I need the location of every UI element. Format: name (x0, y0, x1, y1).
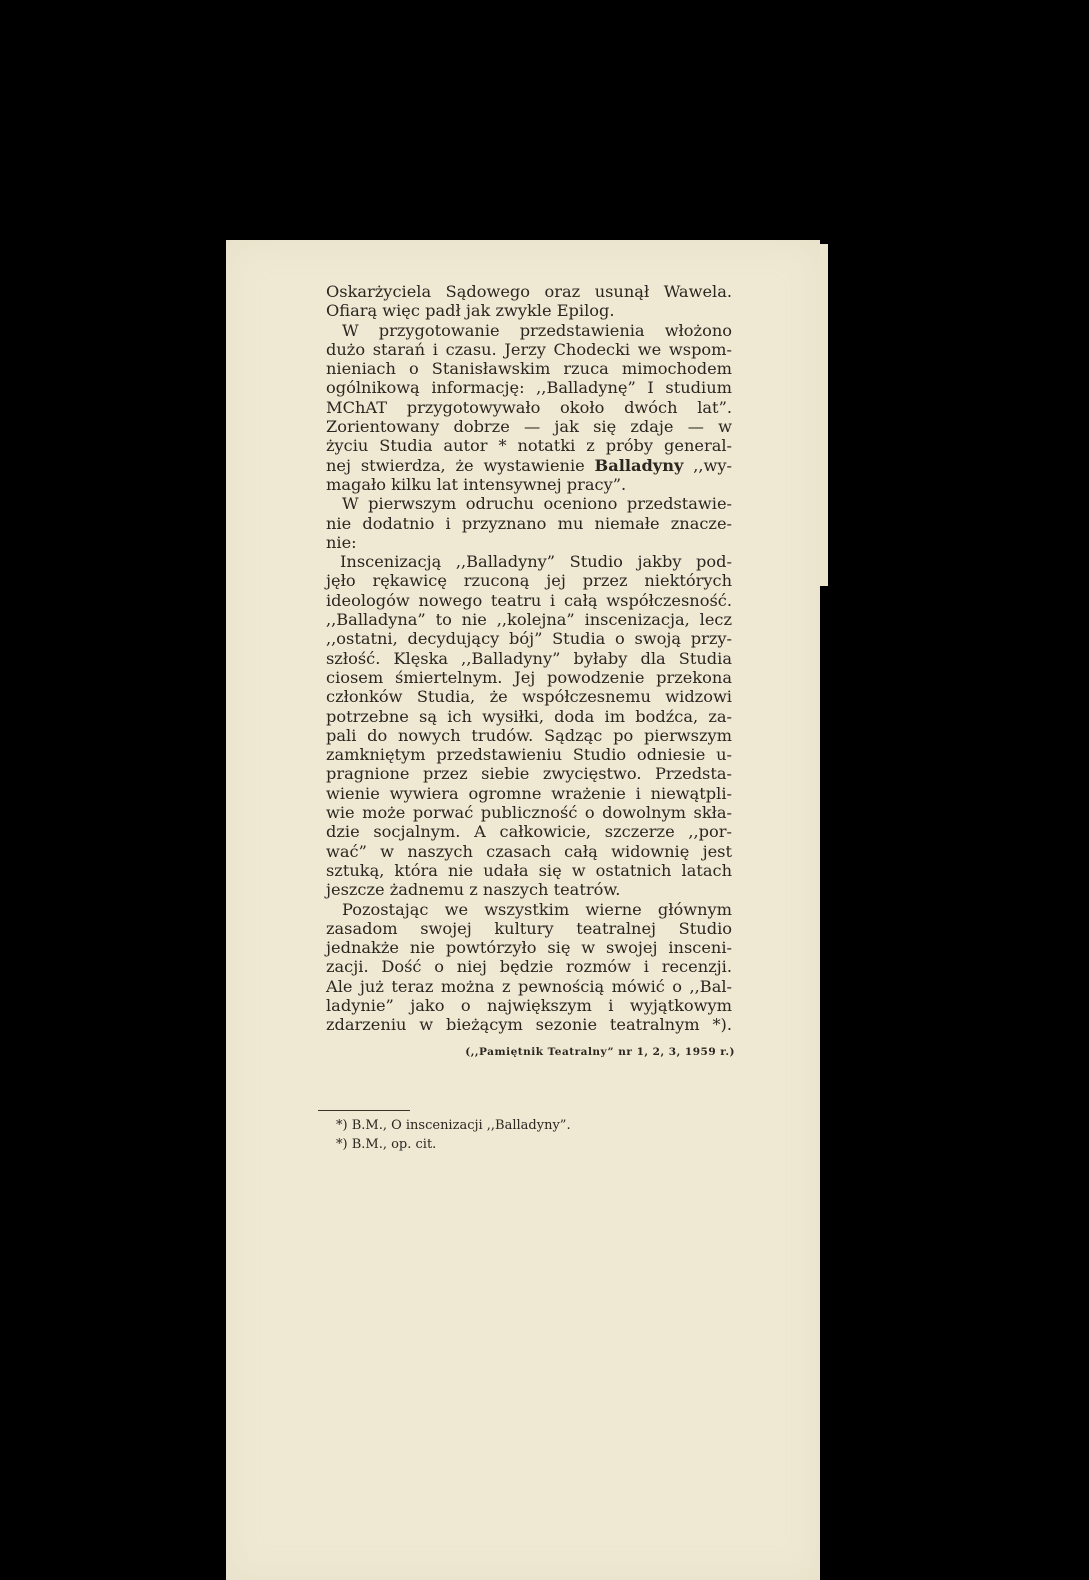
text-line: Oskarżyciela Sądowego oraz usunął Wawela. (326, 282, 732, 301)
text-line: członków Studia, że współczesnemu widzowi (326, 687, 732, 707)
text-line: szłość. Klęska ,,Balladyny” byłaby dla Studia (326, 648, 732, 668)
text-line: ,,Balladyna” to nie ,,kolejna” inscenizacja, lecz (326, 610, 732, 630)
text-line: Zorientowany dobrze — jak się zdaje — w (326, 417, 732, 437)
text-line: zdarzeniu w bieżącym sezonie teatralnym *). (326, 1015, 732, 1035)
text-line: jęło rękawicę rzuconą jej przez niektórych (326, 571, 732, 591)
text-fragment: nej stwierdza, że wystawienie (326, 455, 585, 475)
footnote-rule (318, 1110, 410, 1111)
text-line: zamkniętym przedstawieniu Studio odniesie u- (326, 745, 732, 765)
text-line: zasadom swojej kultury teatralnej Studio (326, 918, 732, 938)
footnote: *) B.M., op. cit. (336, 1137, 437, 1152)
text-line: sztuką, która nie udała się w ostatnich latach (326, 860, 732, 880)
text-line: jeszcze żadnemu z naszych teatrów. (326, 880, 621, 900)
text-line: ogólnikową informację: ,,Balladynę” I studium (326, 378, 732, 398)
source-citation: (,,Pamiętnik Teatralny” nr 1, 2, 3, 1959 r.) (465, 1046, 735, 1058)
text-line: potrzebne są ich wysiłki, doda im bodźca, za- (326, 706, 732, 726)
text-line: ideologów nowego teatru i całą współczesność. (326, 590, 732, 610)
text-line: Ale już teraz można z pewnością mówić o ,,Bal- (326, 976, 732, 996)
play-title: Balladyny (594, 455, 684, 475)
text-line: nie: (326, 532, 357, 552)
text-line: ,,ostatni, decydujący bój” Studia o swoją przy- (326, 629, 732, 649)
text-line: magało kilku lat intensywnej pracy”. (326, 474, 627, 494)
text-line: wie może porwać publiczność o dowolnym skła- (326, 803, 732, 823)
text-line: nieniach o Stanisławskim rzuca mimochodem (326, 359, 732, 379)
text-line: W przygotowanie przedstawienia włożono (342, 320, 732, 340)
text-line-with-bold (326, 456, 732, 475)
text-line: życiu Studia autor * notatki z próby general- (326, 436, 732, 456)
text-fragment: ,,wy- (693, 455, 732, 475)
text-line: dużo starań i czasu. Jerzy Chodecki we wspom- (326, 339, 732, 359)
text-line: ladynie” jako o największym i wyjątkowym (326, 995, 732, 1015)
text-line: jednakże nie powtórzyło się w swojej insceni- (326, 938, 732, 958)
footnotes (336, 1116, 636, 1154)
body-text (326, 282, 732, 1035)
text-line: Inscenizacją ,,Balladyny” Studio jakby pod- (340, 552, 732, 572)
text-line: wienie wywiera ogromne wrażenie i niewątpli- (326, 783, 732, 803)
text-line: nie dodatnio i przyznano mu niemałe znacze- (326, 513, 732, 533)
text-line: MChAT przygotowywało około dwóch lat”. (326, 397, 732, 417)
text-line: pali do nowych trudów. Sądząc po pierwszym (326, 725, 732, 745)
text-line: dzie socjalnym. A całkowicie, szczerze ,,por- (326, 822, 732, 842)
text-line: zacji. Dość o niej będzie rozmów i recenzji. (326, 957, 732, 977)
text-line: pragnione przez siebie zwycięstwo. Przedsta- (326, 764, 732, 784)
text-line: wać” w naszych czasach całą widownię jest (326, 841, 732, 861)
text-line: W pierwszym odruchu oceniono przedstawie- (342, 494, 732, 514)
text-line: Ofiarą więc padł jak zwykle Epilog. (326, 301, 615, 321)
footnote: *) B.M., O inscenizacji ,,Balladyny”. (336, 1118, 571, 1133)
text-line: ciosem śmiertelnym. Jej powodzenie przekona (326, 667, 732, 687)
text-line: Pozostając we wszystkim wierne głównym (342, 899, 732, 919)
